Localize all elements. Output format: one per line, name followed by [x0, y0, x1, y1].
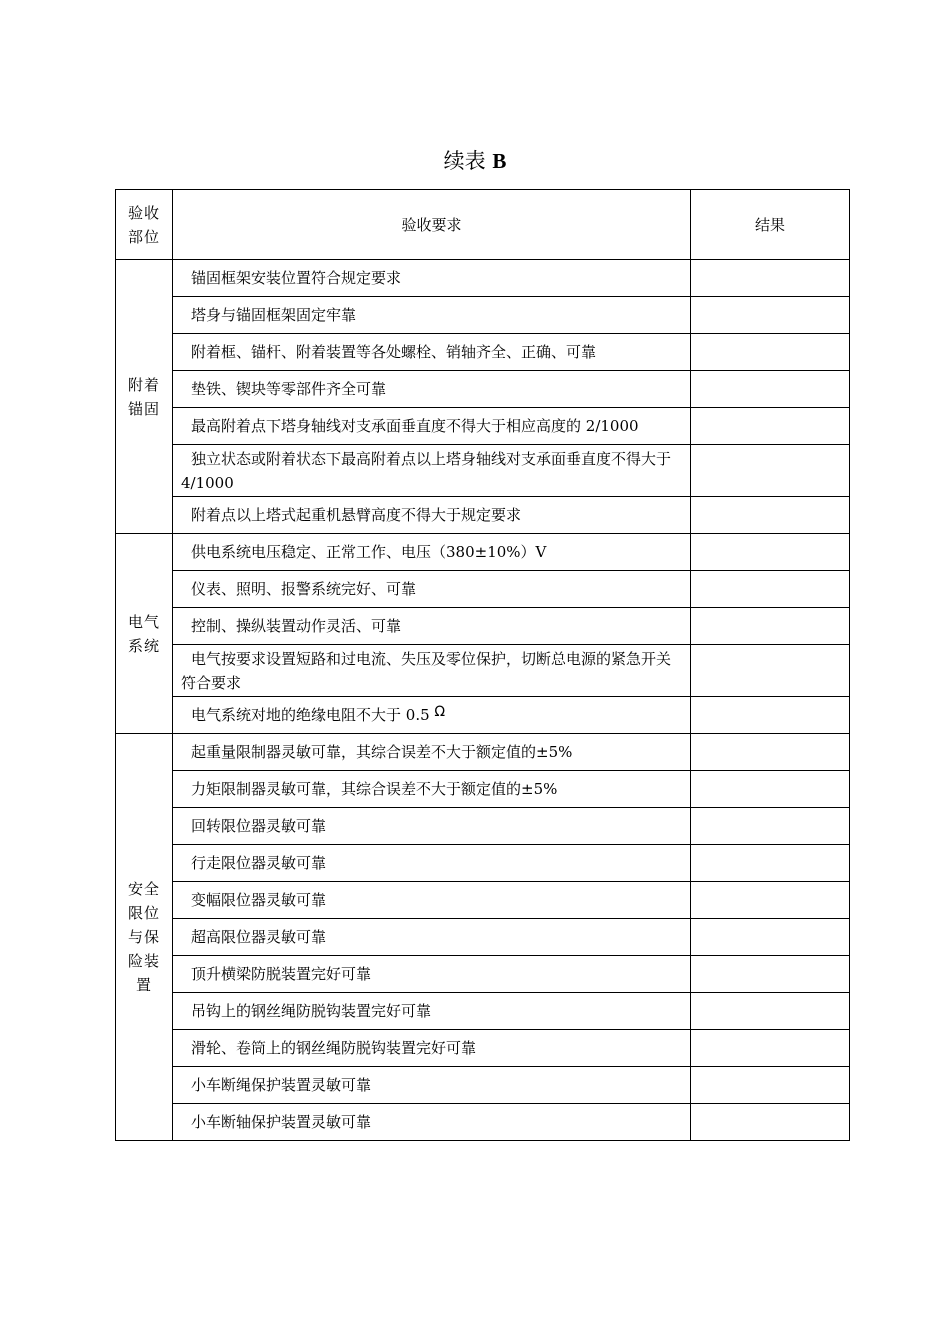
- part-cell-anchoring: 附着锚固: [116, 260, 173, 534]
- requirement-cell: 仪表、照明、报警系统完好、可靠: [173, 571, 691, 608]
- result-cell[interactable]: [691, 1104, 850, 1141]
- header-requirement: 验收要求: [173, 190, 691, 260]
- result-cell[interactable]: [691, 1030, 850, 1067]
- result-cell[interactable]: [691, 919, 850, 956]
- requirement-cell: 小车断轴保护装置灵敏可靠: [173, 1104, 691, 1141]
- part-cell-electrical: 电气系统: [116, 534, 173, 734]
- table-row: [116, 956, 850, 993]
- table-row: [116, 571, 850, 608]
- requirement-cell: 附着框、锚杆、附着装置等各处螺栓、销轴齐全、正确、可靠: [173, 334, 691, 371]
- table-row: [116, 371, 850, 408]
- result-cell[interactable]: [691, 571, 850, 608]
- table-row: [116, 1067, 850, 1104]
- result-cell[interactable]: [691, 445, 850, 497]
- requirement-cell: 变幅限位器灵敏可靠: [173, 882, 691, 919]
- requirement-cell: 回转限位器灵敏可靠: [173, 808, 691, 845]
- table-row: [116, 260, 850, 297]
- table-row: [116, 1030, 850, 1067]
- requirement-cell: 独立状态或附着状态下最高附着点以上塔身轴线对支承面垂直度不得大于 4/1000: [173, 445, 691, 497]
- title-letter: B: [492, 149, 507, 173]
- requirement-cell: 最高附着点下塔身轴线对支承面垂直度不得大于相应高度的 2/1000: [173, 408, 691, 445]
- requirement-cell: 电气系统对地的绝缘电阻不大于 0.5 Ω: [173, 697, 691, 734]
- table-row: [116, 534, 850, 571]
- result-cell[interactable]: [691, 1067, 850, 1104]
- table-row: [116, 334, 850, 371]
- table-row: [116, 771, 850, 808]
- requirement-cell: 顶升横梁防脱装置完好可靠: [173, 956, 691, 993]
- acceptance-table: [115, 189, 850, 1141]
- requirement-cell: 垫铁、锲块等零部件齐全可靠: [173, 371, 691, 408]
- result-cell[interactable]: [691, 497, 850, 534]
- table-row: [116, 882, 850, 919]
- table-row: [116, 697, 850, 734]
- requirement-cell: 起重量限制器灵敏可靠，其综合误差不大于额定值的±5%: [173, 734, 691, 771]
- result-cell[interactable]: [691, 408, 850, 445]
- header-result: 结果: [691, 190, 850, 260]
- table-row: [116, 645, 850, 697]
- requirement-cell: 吊钩上的钢丝绳防脱钩装置完好可靠: [173, 993, 691, 1030]
- table-row: [116, 993, 850, 1030]
- result-cell[interactable]: [691, 534, 850, 571]
- result-cell[interactable]: [691, 697, 850, 734]
- table-row: [116, 808, 850, 845]
- requirement-cell: 超高限位器灵敏可靠: [173, 919, 691, 956]
- table-row: [116, 919, 850, 956]
- requirement-cell: 塔身与锚固框架固定牢靠: [173, 297, 691, 334]
- result-cell[interactable]: [691, 608, 850, 645]
- requirement-cell: 电气按要求设置短路和过电流、失压及零位保护，切断总电源的紧急开关符合要求: [173, 645, 691, 697]
- requirement-cell: 滑轮、卷筒上的钢丝绳防脱钩装置完好可靠: [173, 1030, 691, 1067]
- result-cell[interactable]: [691, 808, 850, 845]
- result-cell[interactable]: [691, 371, 850, 408]
- table-row: [116, 445, 850, 497]
- result-cell[interactable]: [691, 882, 850, 919]
- table-row: [116, 297, 850, 334]
- result-cell[interactable]: [691, 645, 850, 697]
- requirement-cell: 锚固框架安装位置符合规定要求: [173, 260, 691, 297]
- table-row: [116, 734, 850, 771]
- table-row: [116, 1104, 850, 1141]
- result-cell[interactable]: [691, 845, 850, 882]
- result-cell[interactable]: [691, 993, 850, 1030]
- result-cell[interactable]: [691, 771, 850, 808]
- table-row: [116, 408, 850, 445]
- table-header-row: [116, 190, 850, 260]
- page-title: [0, 146, 950, 176]
- requirement-cell: 行走限位器灵敏可靠: [173, 845, 691, 882]
- result-cell[interactable]: [691, 260, 850, 297]
- result-cell[interactable]: [691, 734, 850, 771]
- header-part: 验收部位: [116, 190, 173, 260]
- result-cell[interactable]: [691, 297, 850, 334]
- requirement-cell: 控制、操纵装置动作灵活、可靠: [173, 608, 691, 645]
- title-text: 续表: [443, 149, 493, 173]
- result-cell[interactable]: [691, 334, 850, 371]
- requirement-cell: 小车断绳保护装置灵敏可靠: [173, 1067, 691, 1104]
- table-row: [116, 845, 850, 882]
- table-row: [116, 608, 850, 645]
- requirement-cell: 附着点以上塔式起重机悬臂高度不得大于规定要求: [173, 497, 691, 534]
- table-row: [116, 497, 850, 534]
- ohm-unit: Ω: [434, 703, 446, 720]
- requirement-cell: 供电系统电压稳定、正常工作、电压（380±10%）V: [173, 534, 691, 571]
- requirement-cell: 力矩限制器灵敏可靠，其综合误差不大于额定值的±5%: [173, 771, 691, 808]
- part-cell-safety-devices: 安全限位与保险装置: [116, 734, 173, 1141]
- result-cell[interactable]: [691, 956, 850, 993]
